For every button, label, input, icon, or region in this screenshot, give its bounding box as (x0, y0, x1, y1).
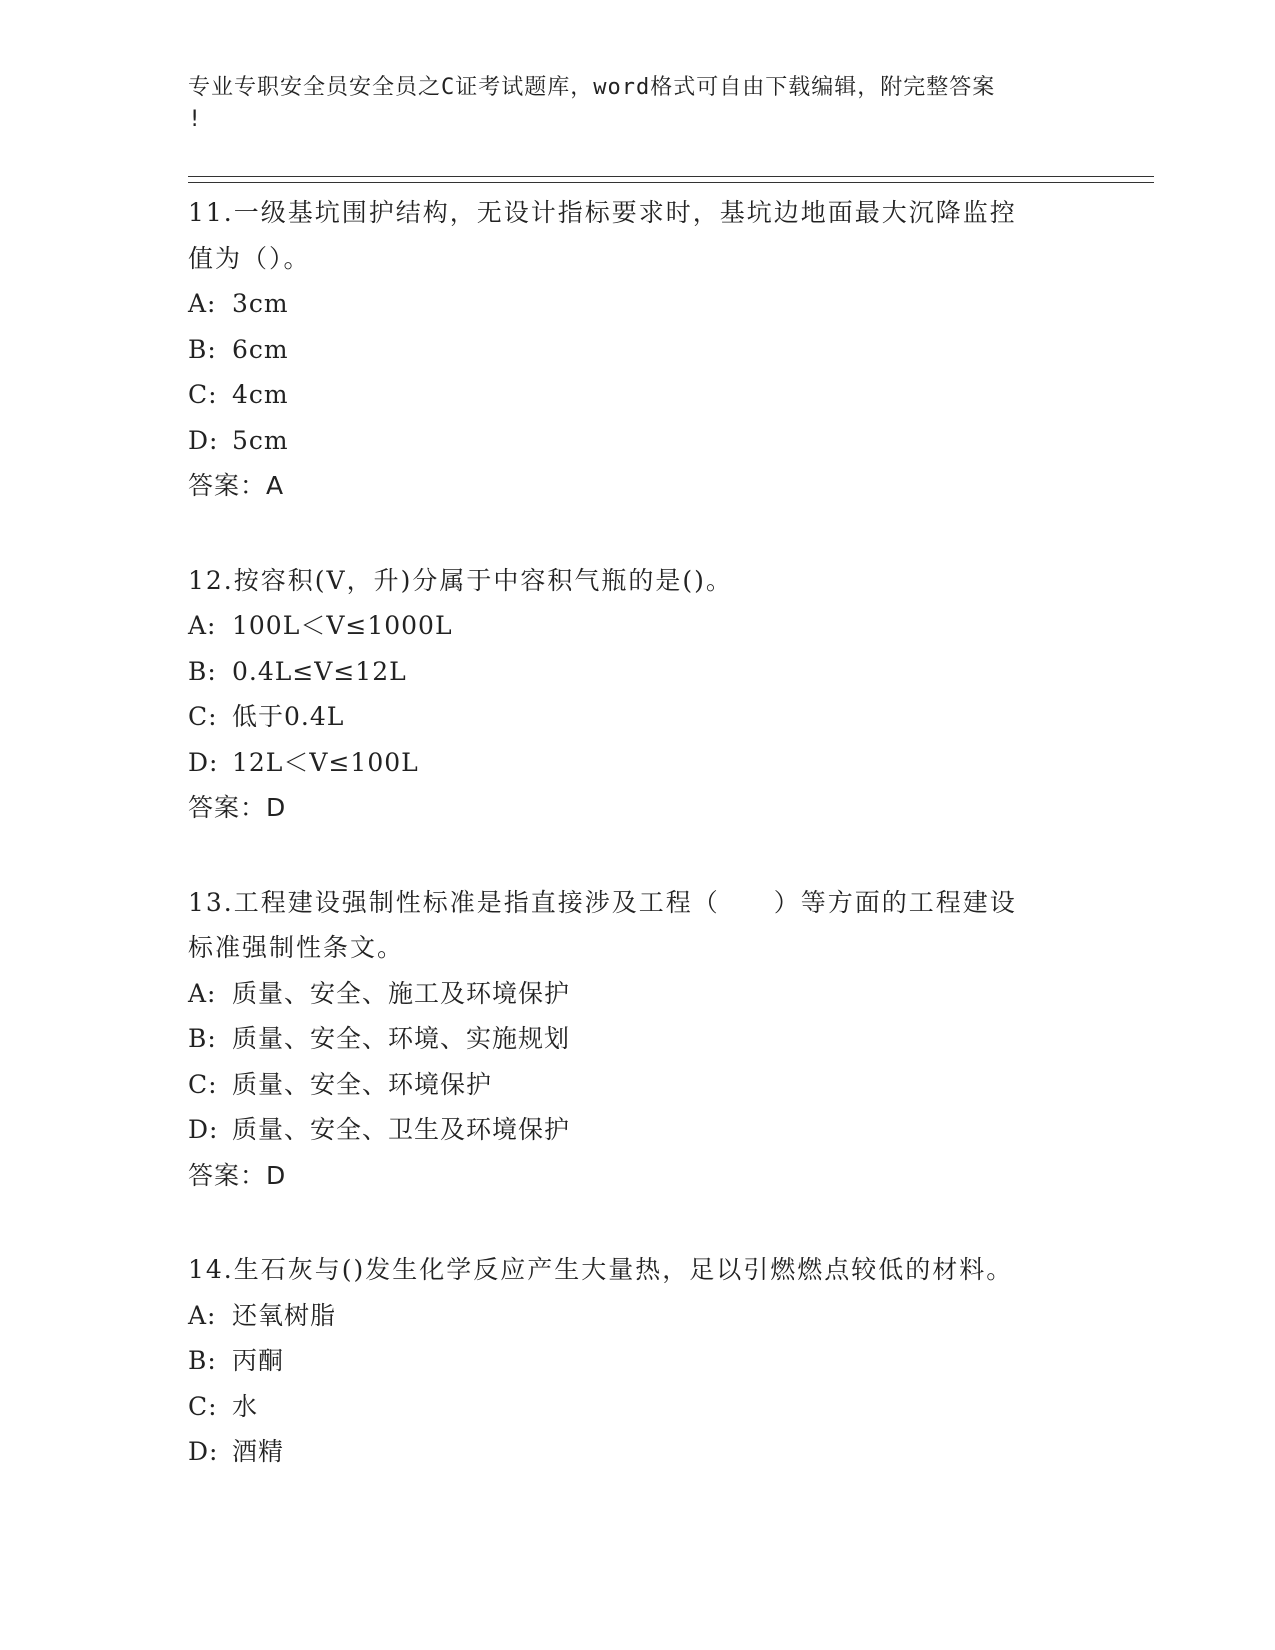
option-text: 12L＜V≤100L (232, 747, 419, 777)
option-key: C: (188, 380, 218, 409)
option-b (188, 1338, 1088, 1384)
option-text: 3cm (232, 289, 289, 318)
question-spacer (188, 831, 1088, 880)
header-line-1: 专业专职安全员安全员之C证考试题库，word格式可自由下载编辑，附完整答案 (188, 75, 996, 100)
option-key: B: (188, 1346, 217, 1375)
document-header (188, 72, 1088, 136)
question-14 (188, 1247, 1088, 1475)
option-d (188, 418, 1088, 464)
option-a (188, 971, 1088, 1017)
question-12 (188, 558, 1088, 831)
option-text: 还氧树脂 (232, 1300, 337, 1330)
option-a (188, 603, 1088, 649)
option-key: D: (188, 1115, 219, 1144)
option-d (188, 1107, 1088, 1153)
option-a (188, 281, 1088, 327)
question-13 (188, 880, 1088, 1199)
option-key: A: (188, 1300, 217, 1330)
header-line-2: ! (188, 107, 203, 132)
question-11 (188, 190, 1088, 509)
option-key: B: (188, 656, 217, 686)
question-list (188, 190, 1088, 1475)
option-d (188, 740, 1088, 786)
option-text: 质量、安全、施工及环境保护 (232, 978, 571, 1008)
question-stem (188, 190, 1088, 281)
question-stem-line-2: 标准强制性条文。 (188, 933, 405, 962)
question-spacer (188, 509, 1088, 558)
option-key: A: (188, 289, 217, 318)
option-a (188, 1293, 1088, 1339)
option-c (188, 1384, 1088, 1430)
option-c (188, 372, 1088, 418)
option-key: B: (188, 334, 217, 364)
option-c (188, 1062, 1088, 1108)
option-key: C: (188, 702, 218, 731)
option-key: C: (188, 1069, 218, 1099)
option-text: 丙酮 (232, 1346, 285, 1375)
option-text: 质量、安全、环境、实施规划 (232, 1024, 571, 1053)
option-text: 质量、安全、环境保护 (232, 1069, 493, 1099)
option-key: D: (188, 1437, 219, 1466)
answer-line: 答案：D (188, 1160, 287, 1190)
option-text: 酒精 (232, 1437, 285, 1466)
option-key: B: (188, 1024, 217, 1053)
option-text: 5cm (232, 425, 289, 455)
question-stem (188, 880, 1088, 971)
question-stem-line-2: 值为（）。 (188, 243, 311, 273)
option-text: 0.4L≤V≤12L (232, 656, 407, 686)
header-divider-top (188, 176, 1154, 177)
option-text: 质量、安全、卫生及环境保护 (232, 1115, 571, 1144)
option-text: 100L＜V≤1000L (232, 611, 453, 640)
question-stem-line-1: 11.一级基坑围护结构，无设计指标要求时，基坑边地面最大沉降监控 (188, 198, 1017, 227)
answer-line: 答案：D (188, 793, 287, 822)
option-b (188, 327, 1088, 373)
option-text: 4cm (232, 380, 289, 409)
option-key: A: (188, 978, 217, 1008)
question-stem (188, 1247, 1088, 1293)
option-key: A: (188, 611, 217, 640)
answer-line: 答案：A (188, 471, 285, 500)
question-stem (188, 558, 1088, 604)
question-stem-line-1: 12.按容积(V，升)分属于中容积气瓶的是()。 (188, 565, 733, 595)
option-text: 低于0.4L (232, 702, 345, 731)
option-b (188, 1016, 1088, 1062)
question-spacer (188, 1198, 1088, 1247)
option-text: 6cm (232, 334, 289, 364)
option-key: D: (188, 747, 219, 777)
question-stem-line-1: 13.工程建设强制性标准是指直接涉及工程（ ）等方面的工程建设 (188, 887, 1017, 917)
option-text: 水 (232, 1391, 259, 1421)
option-d (188, 1429, 1088, 1475)
option-b (188, 649, 1088, 695)
option-c (188, 694, 1088, 740)
question-stem-line-1: 14.生石灰与()发生化学反应产生大量热，足以引燃燃点较低的材料。 (188, 1255, 1014, 1284)
option-key: C: (188, 1391, 218, 1421)
option-key: D: (188, 425, 219, 455)
header-divider-bottom (188, 182, 1154, 183)
